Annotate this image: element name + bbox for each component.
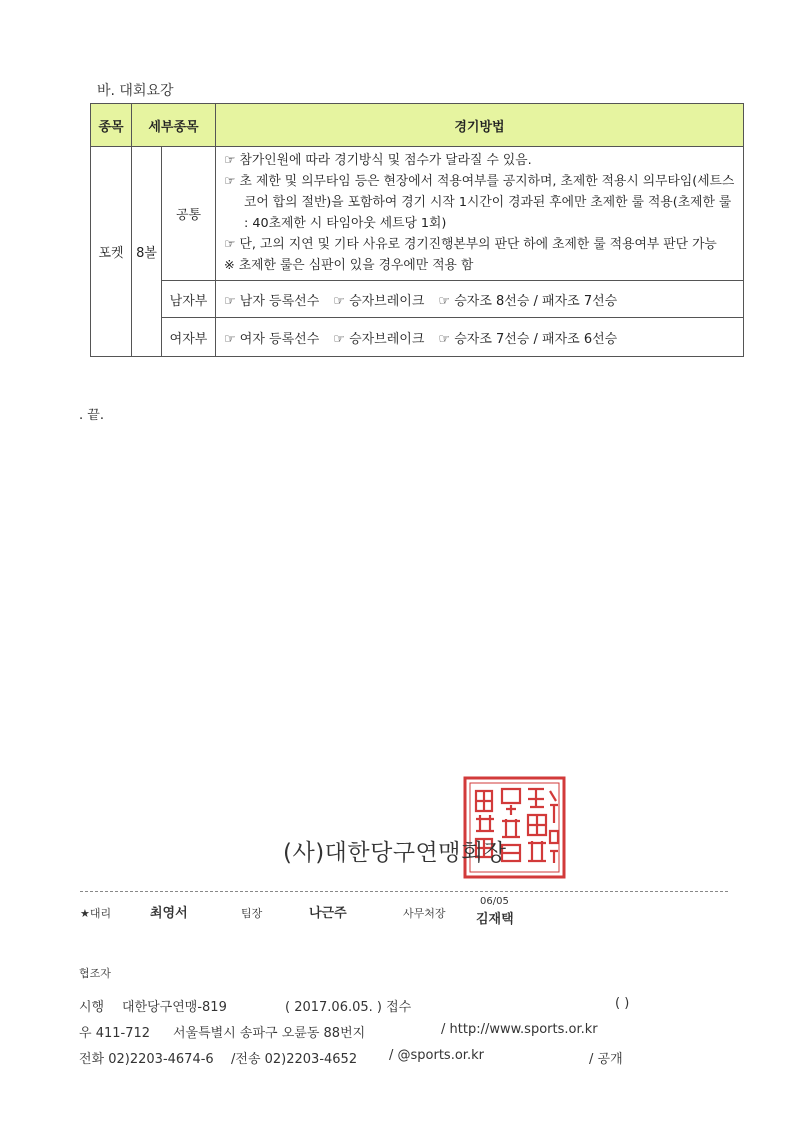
disclosure: / 공개 <box>589 1052 623 1067</box>
signature-divider <box>80 891 728 893</box>
sub-event-cell: 8볼 <box>132 147 162 357</box>
fax: /전송 02)2203-4652 <box>231 1052 358 1067</box>
women-rule-item: ☞ 여자 등록선수 <box>224 331 320 347</box>
end-mark: . 끝. <box>79 408 104 423</box>
header-method: 경기방법 <box>216 104 744 147</box>
secretary-date: 06/05 <box>480 896 509 907</box>
tournament-rules-table <box>90 103 744 357</box>
common-rule-line: ☞ 참가인원에 따라 경기방식 및 점수가 달라질 수 있음. <box>224 153 532 168</box>
receipt-paren: ( ) <box>615 996 630 1011</box>
team-lead-name: 나근주 <box>309 906 347 921</box>
table-row-men <box>91 281 744 318</box>
team-lead-label: 팀장 <box>241 907 263 920</box>
common-rule-line: ☞ 단, 고의 지연 및 기타 사유로 경기진행본부의 판단 하에 초제한 룰 적용여부 판단 가능 <box>224 237 717 252</box>
email: / @sports.or.kr <box>389 1048 484 1063</box>
women-rule-item: ☞ 승자조 7선승 / 패자조 6선승 <box>438 331 618 347</box>
event-cell: 포켓 <box>91 147 132 357</box>
men-rule-item: ☞ 승자브레이크 <box>333 293 425 309</box>
section-title: 바. 대회요강 <box>97 83 174 99</box>
postal-code: 우 411-712 <box>79 1026 151 1041</box>
women-rule-item: ☞ 승자브레이크 <box>333 331 425 347</box>
common-rules-cell <box>216 147 744 281</box>
men-rules-cell <box>216 281 744 318</box>
common-rule-line: ※ 초제한 룰은 심판이 있을 경우에만 적용 함 <box>224 258 474 273</box>
secretary-label: 사무처장 <box>403 907 446 920</box>
table-header-row <box>91 104 744 147</box>
table-row-common <box>91 147 744 281</box>
address: 서울특별시 송파구 오륜동 88번지 <box>173 1026 366 1041</box>
cooperator-label: 협조자 <box>79 967 111 980</box>
division-common: 공통 <box>162 147 216 281</box>
exec-label: 시행 <box>79 1000 105 1015</box>
website: / http://www.sports.or.kr <box>441 1022 598 1037</box>
header-event: 종목 <box>91 104 132 147</box>
doc-number: 대한당구연맹-819 <box>122 1000 227 1015</box>
deputy-label: ★대리 <box>80 907 112 920</box>
common-rule-line: ☞ 초 제한 및 의무타임 등은 현장에서 적용여부를 공지하며, 초제한 적용시 의무타임(세트스코어 합의 절반)을 포함하여 경기 시작 1시간이 경과된 후에만 초제한 룰 적용(초제한 룰 : 40초제한 시 타임아웃 세트당 1회) <box>224 174 735 231</box>
division-women: 여자부 <box>162 318 216 357</box>
header-sub-event: 세부종목 <box>132 104 216 147</box>
men-rule-item: ☞ 남자 등록선수 <box>224 293 320 309</box>
women-rules-cell <box>216 318 744 357</box>
division-men: 남자부 <box>162 281 216 318</box>
deputy-name: 최영서 <box>150 906 188 921</box>
exec-date: ( 2017.06.05. ) 접수 <box>285 1000 412 1015</box>
organization-name: (사)대한당구연맹회장 <box>283 840 507 866</box>
phone: 전화 02)2203-4674-6 <box>79 1052 214 1067</box>
table-row-women <box>91 318 744 357</box>
secretary-name: 김재택 <box>476 912 514 927</box>
men-rule-item: ☞ 승자조 8선승 / 패자조 7선승 <box>438 293 618 309</box>
